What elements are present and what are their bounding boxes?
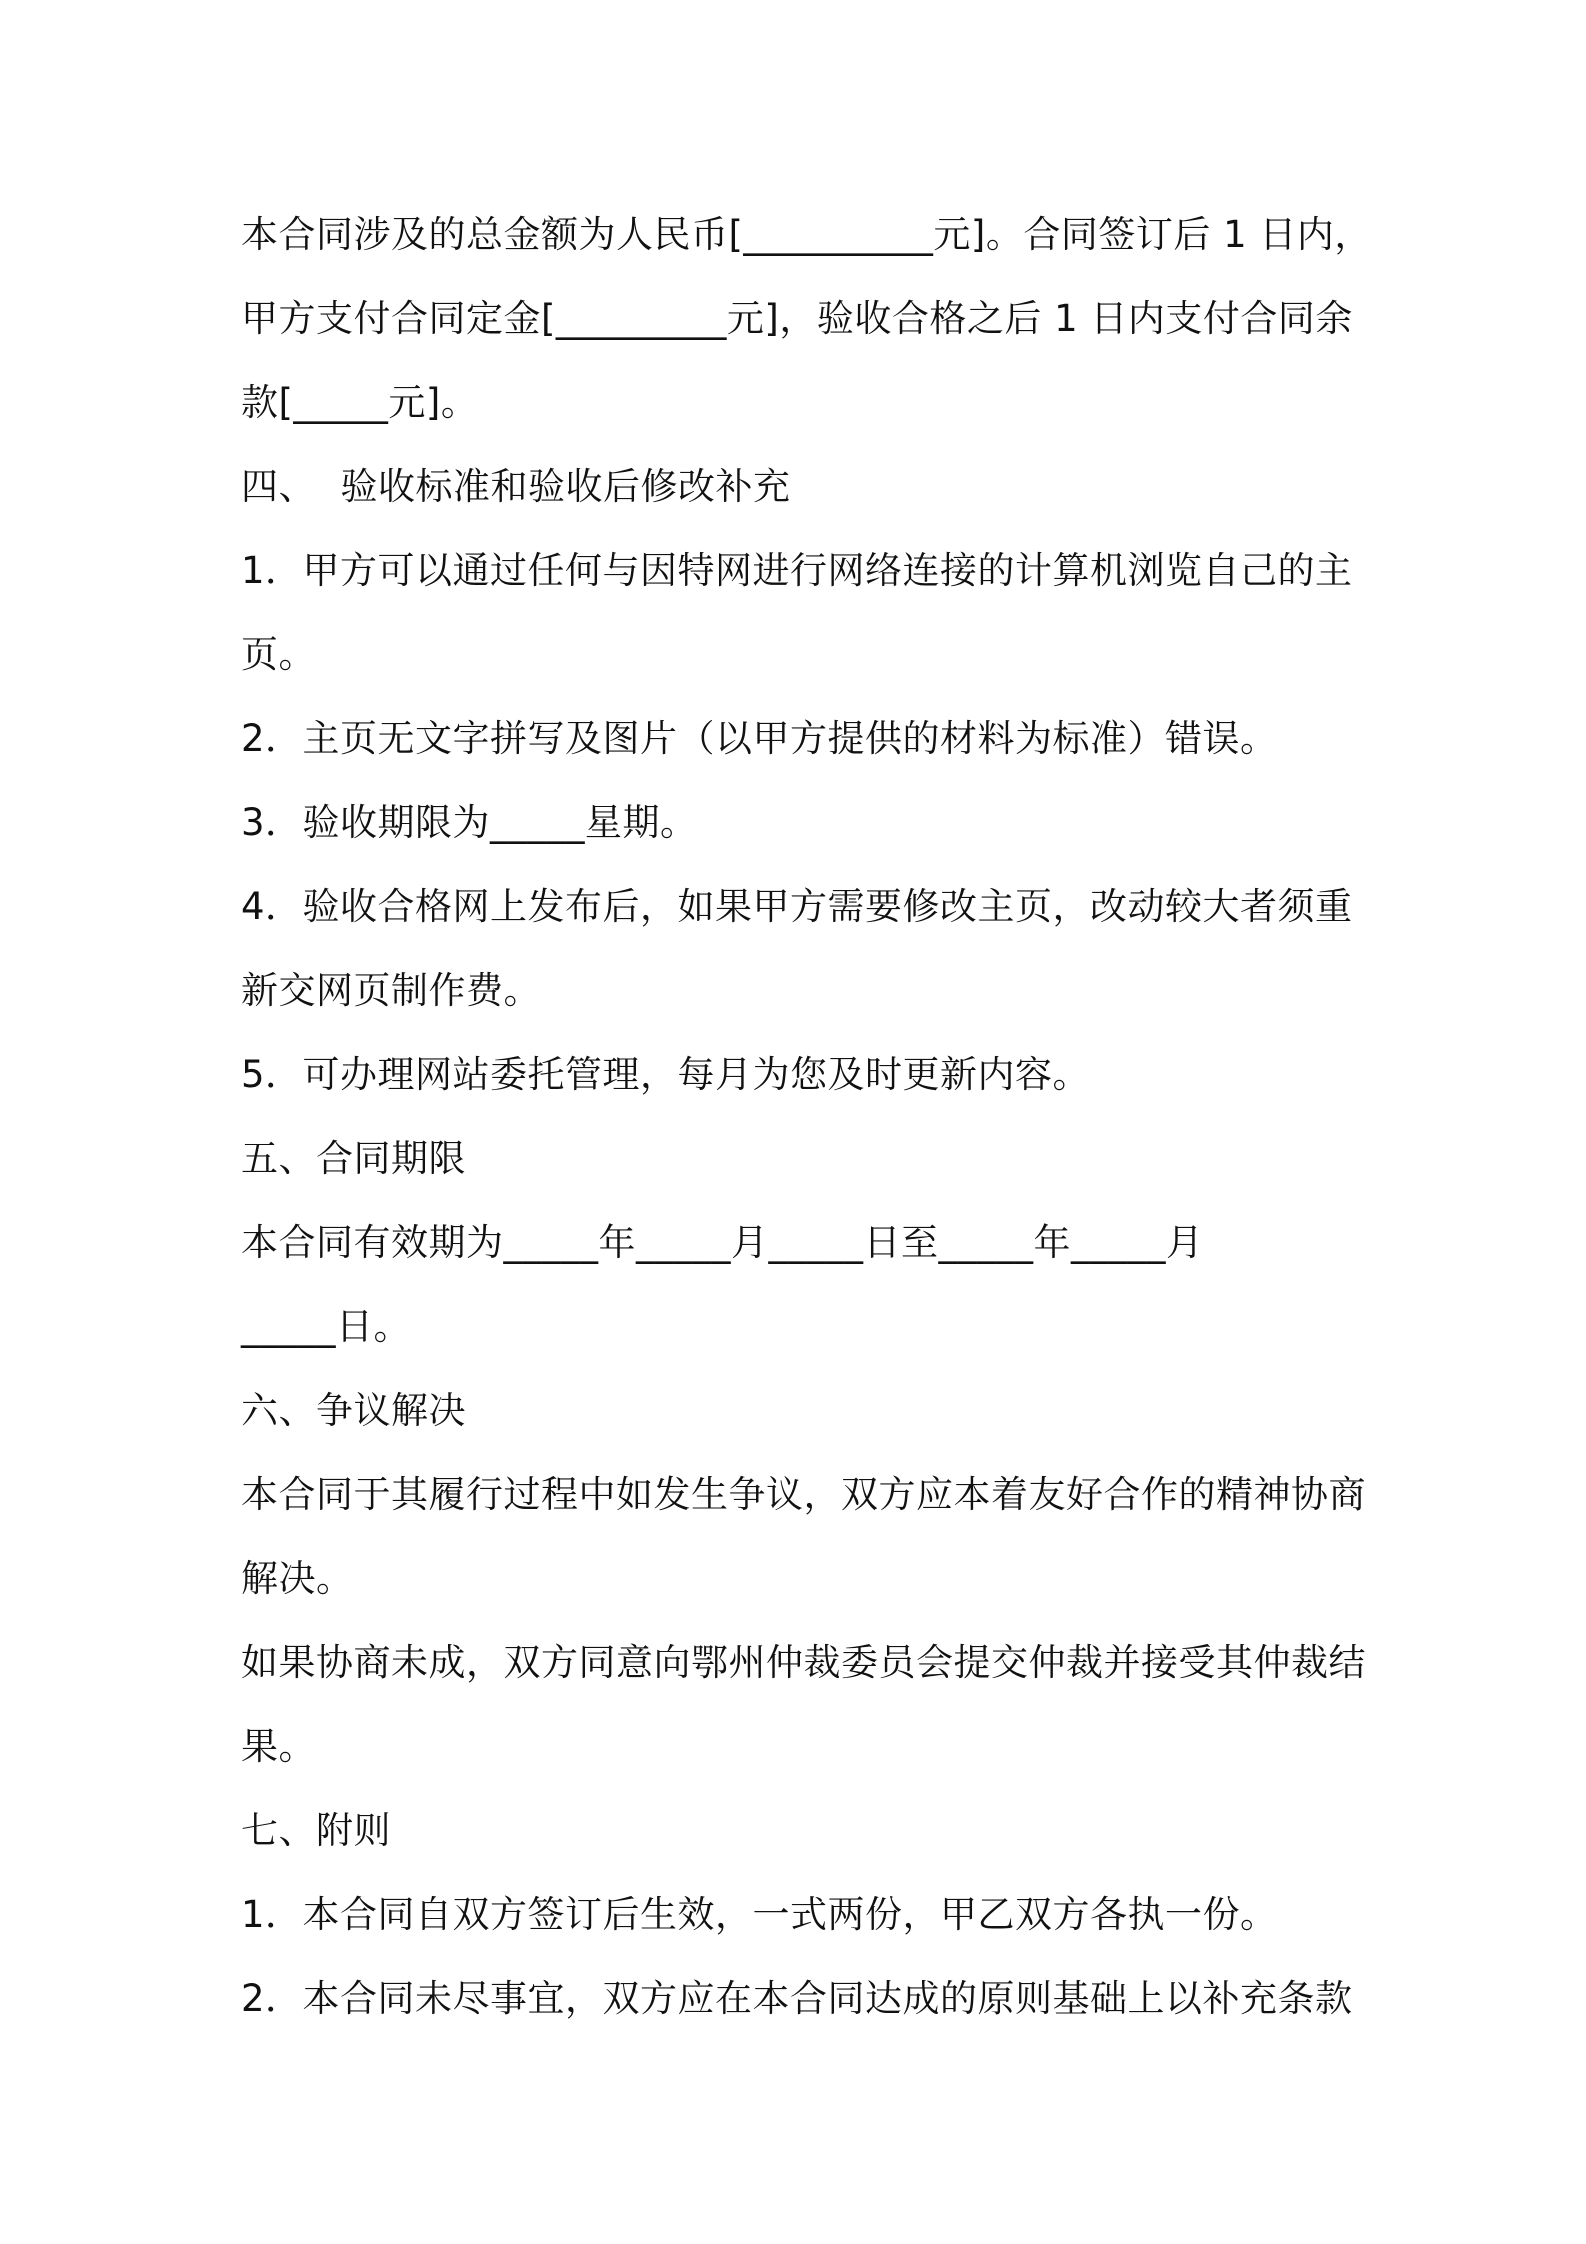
section-heading: 五、合同期限: [241, 1137, 466, 1180]
text-line: 本合同于其履行过程中如发生争议，双方应本着友好合作的精神协商: [241, 1473, 1366, 1516]
text-line: 新交网页制作费。: [241, 969, 541, 1012]
text-line: _____日。: [241, 1305, 411, 1348]
text-line: 本合同涉及的总金额为人民币[__________元]。合同签订后 1 日内，: [241, 213, 1372, 256]
section-heading: 六、争议解决: [241, 1389, 466, 1432]
text-line: 甲方支付合同定金[_________元]，验收合格之后 1 日内支付合同余: [241, 297, 1353, 340]
text-line: 3．验收期限为_____星期。: [241, 801, 698, 844]
text-line: 页。: [241, 633, 316, 676]
text-line: 4．验收合格网上发布后，如果甲方需要修改主页，改动较大者须重: [241, 885, 1353, 928]
text-line: 如果协商未成，双方同意向鄂州仲裁委员会提交仲裁并接受其仲裁结: [241, 1641, 1366, 1684]
text-line: 2．主页无文字拼写及图片（以甲方提供的材料为标准）错误。: [241, 717, 1278, 760]
contract-text: [241, 193, 1372, 2041]
text-line: 1．甲方可以通过任何与因特网进行网络连接的计算机浏览自己的主: [241, 549, 1353, 592]
text-line: 本合同有效期为_____年_____月_____日至_____年_____月: [241, 1221, 1204, 1264]
text-line: 款[_____元]。: [241, 381, 479, 424]
section-heading: 四、 验收标准和验收后修改补充: [241, 465, 791, 508]
text-line: 果。: [241, 1725, 316, 1768]
text-line: 5．可办理网站委托管理，每月为您及时更新内容。: [241, 1053, 1091, 1096]
section-heading: 七、附则: [241, 1809, 391, 1852]
text-line: 解决。: [241, 1557, 354, 1600]
text-line: 2．本合同未尽事宜，双方应在本合同达成的原则基础上以补充条款: [241, 1977, 1353, 2020]
text-line: 1．本合同自双方签订后生效，一式两份，甲乙双方各执一份。: [241, 1893, 1278, 1936]
